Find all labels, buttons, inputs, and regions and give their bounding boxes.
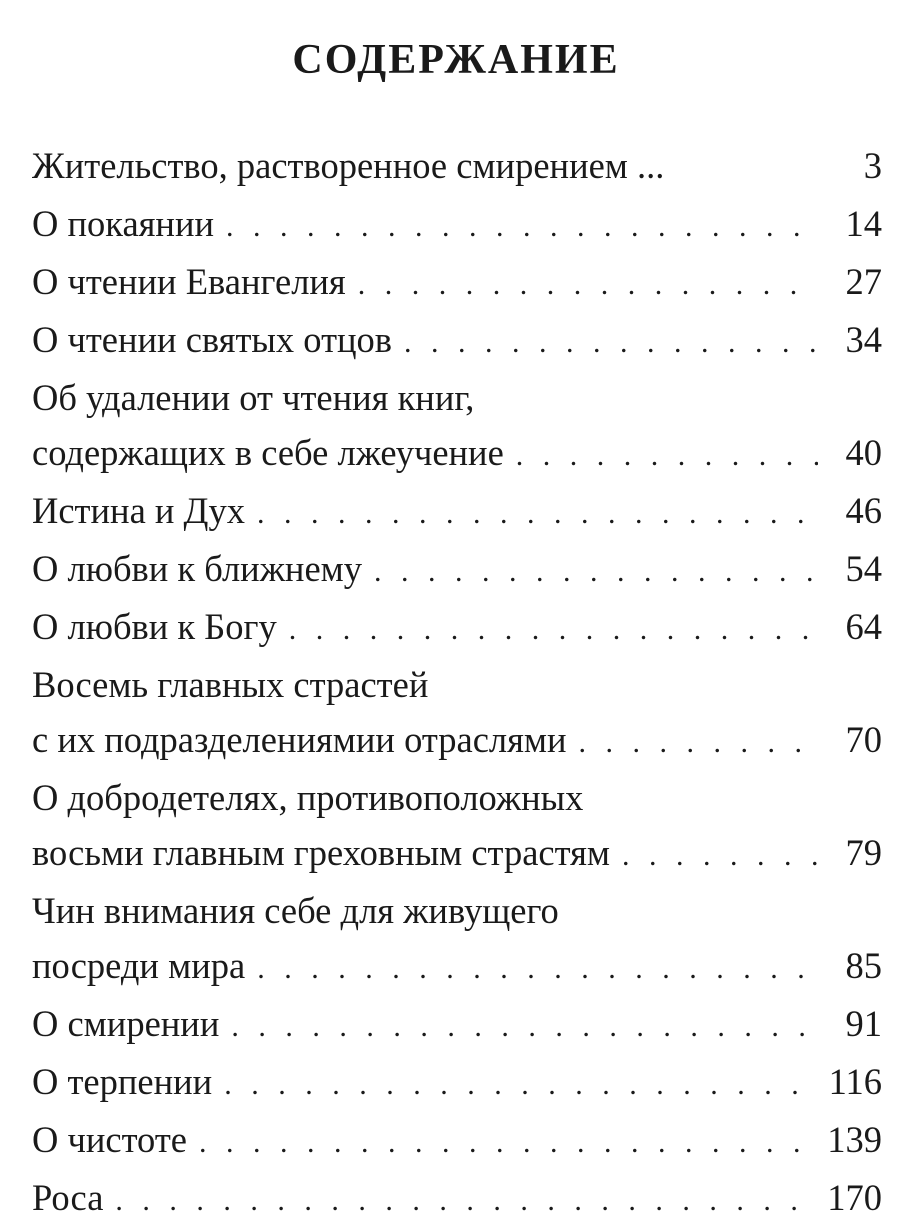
toc-page-number: 3 bbox=[863, 145, 882, 186]
toc-page-number: 116 bbox=[828, 1061, 882, 1102]
toc-page-number: 34 bbox=[845, 319, 882, 360]
toc-entry bbox=[32, 138, 882, 193]
dot-leader bbox=[257, 486, 818, 541]
toc-entry-line bbox=[32, 938, 882, 993]
dot-leader bbox=[224, 1057, 804, 1112]
toc-page-number: 85 bbox=[845, 945, 882, 986]
toc-entry bbox=[32, 541, 882, 596]
toc-entry bbox=[32, 996, 882, 1051]
dot-leader bbox=[199, 1115, 803, 1170]
toc-page-number: 54 bbox=[845, 548, 882, 589]
dot-leader bbox=[404, 315, 818, 370]
toc-entry-line bbox=[32, 883, 882, 938]
dot-leader bbox=[579, 715, 818, 770]
toc-entry-line bbox=[32, 425, 882, 480]
toc-entry-line bbox=[32, 1170, 882, 1225]
dot-leader bbox=[358, 257, 818, 312]
toc-entry bbox=[32, 883, 882, 993]
dot-leader bbox=[622, 828, 818, 883]
toc-page-number: 170 bbox=[827, 1177, 882, 1218]
dot-leader bbox=[516, 428, 818, 483]
toc-entry-title: О добродетелях, противоположных bbox=[32, 777, 584, 818]
toc-entry-title: Об удалении от чтения книг, bbox=[32, 377, 475, 418]
toc-entry-title: Жительство, растворенное смирением ... bbox=[32, 145, 665, 186]
toc-entry-title: восьми главным греховным страстям bbox=[32, 832, 610, 873]
toc-entry-title: Роса bbox=[32, 1177, 104, 1218]
toc-entry-line bbox=[32, 370, 882, 425]
toc-entry-line bbox=[32, 541, 882, 596]
toc-entry-title: содержащих в себе лжеучение bbox=[32, 432, 504, 473]
toc-entry-line bbox=[32, 483, 882, 538]
toc-entry-title: О терпении bbox=[32, 1061, 213, 1102]
toc-entry-title: О любви к Богу bbox=[32, 606, 277, 647]
toc-page-number: 91 bbox=[845, 1003, 882, 1044]
toc-entry bbox=[32, 196, 882, 251]
toc-entry bbox=[32, 312, 882, 367]
dot-leader bbox=[231, 999, 818, 1054]
toc-entry-line bbox=[32, 599, 882, 654]
toc-entry-title: Чин внимания себе для живущего bbox=[32, 890, 559, 931]
toc-page-number: 14 bbox=[845, 203, 882, 244]
dot-leader bbox=[257, 941, 818, 996]
dot-leader bbox=[289, 602, 818, 657]
toc-entry bbox=[32, 483, 882, 538]
dot-leader bbox=[115, 1173, 803, 1228]
toc-page-number: 139 bbox=[827, 1119, 882, 1160]
toc-entry bbox=[32, 599, 882, 654]
dot-leader bbox=[374, 544, 818, 599]
toc-entry-line bbox=[32, 138, 882, 193]
toc-entry bbox=[32, 1170, 882, 1225]
toc-entry-line bbox=[32, 770, 882, 825]
toc-entry-title: О покаянии bbox=[32, 203, 215, 244]
toc-entry-line bbox=[32, 996, 882, 1051]
toc-entry-title: О чтении Евангелия bbox=[32, 261, 346, 302]
toc-page-number: 27 bbox=[845, 261, 882, 302]
toc-entry-line bbox=[32, 312, 882, 367]
toc-entry bbox=[32, 770, 882, 880]
toc-entry-title: О смирении bbox=[32, 1003, 220, 1044]
toc-entry-title: посреди мира bbox=[32, 945, 246, 986]
toc-entry-line bbox=[32, 712, 882, 767]
toc-entry bbox=[32, 254, 882, 309]
toc-entry-title: О чтении святых отцов bbox=[32, 319, 393, 360]
toc-entry-line bbox=[32, 825, 882, 880]
toc-entry-line bbox=[32, 196, 882, 251]
toc-page-number: 79 bbox=[845, 832, 882, 873]
toc-entry-title: Истина и Дух bbox=[32, 490, 245, 531]
toc-page-number: 40 bbox=[845, 432, 882, 473]
page-title: СОДЕРЖАНИЕ bbox=[292, 37, 620, 83]
toc-entry-title: О чистоте bbox=[32, 1119, 187, 1160]
toc-entry-title: О любви к ближнему bbox=[32, 548, 362, 589]
toc-page-number: 64 bbox=[845, 606, 882, 647]
toc-entry bbox=[32, 370, 882, 480]
toc-entry-line bbox=[32, 657, 882, 712]
toc-entry bbox=[32, 1112, 882, 1167]
table-of-contents bbox=[32, 138, 882, 1225]
toc-entry-title: с их подразделениямии отраслями bbox=[32, 719, 567, 760]
toc-entry-line bbox=[32, 254, 882, 309]
toc-page-number: 46 bbox=[845, 490, 882, 531]
dot-leader bbox=[226, 199, 818, 254]
toc-entry-line bbox=[32, 1054, 882, 1109]
toc-entry-title: Восемь главных страстей bbox=[32, 664, 429, 705]
toc-page-number: 70 bbox=[845, 719, 882, 760]
toc-entry bbox=[32, 657, 882, 767]
toc-entry bbox=[32, 1054, 882, 1109]
toc-entry-line bbox=[32, 1112, 882, 1167]
